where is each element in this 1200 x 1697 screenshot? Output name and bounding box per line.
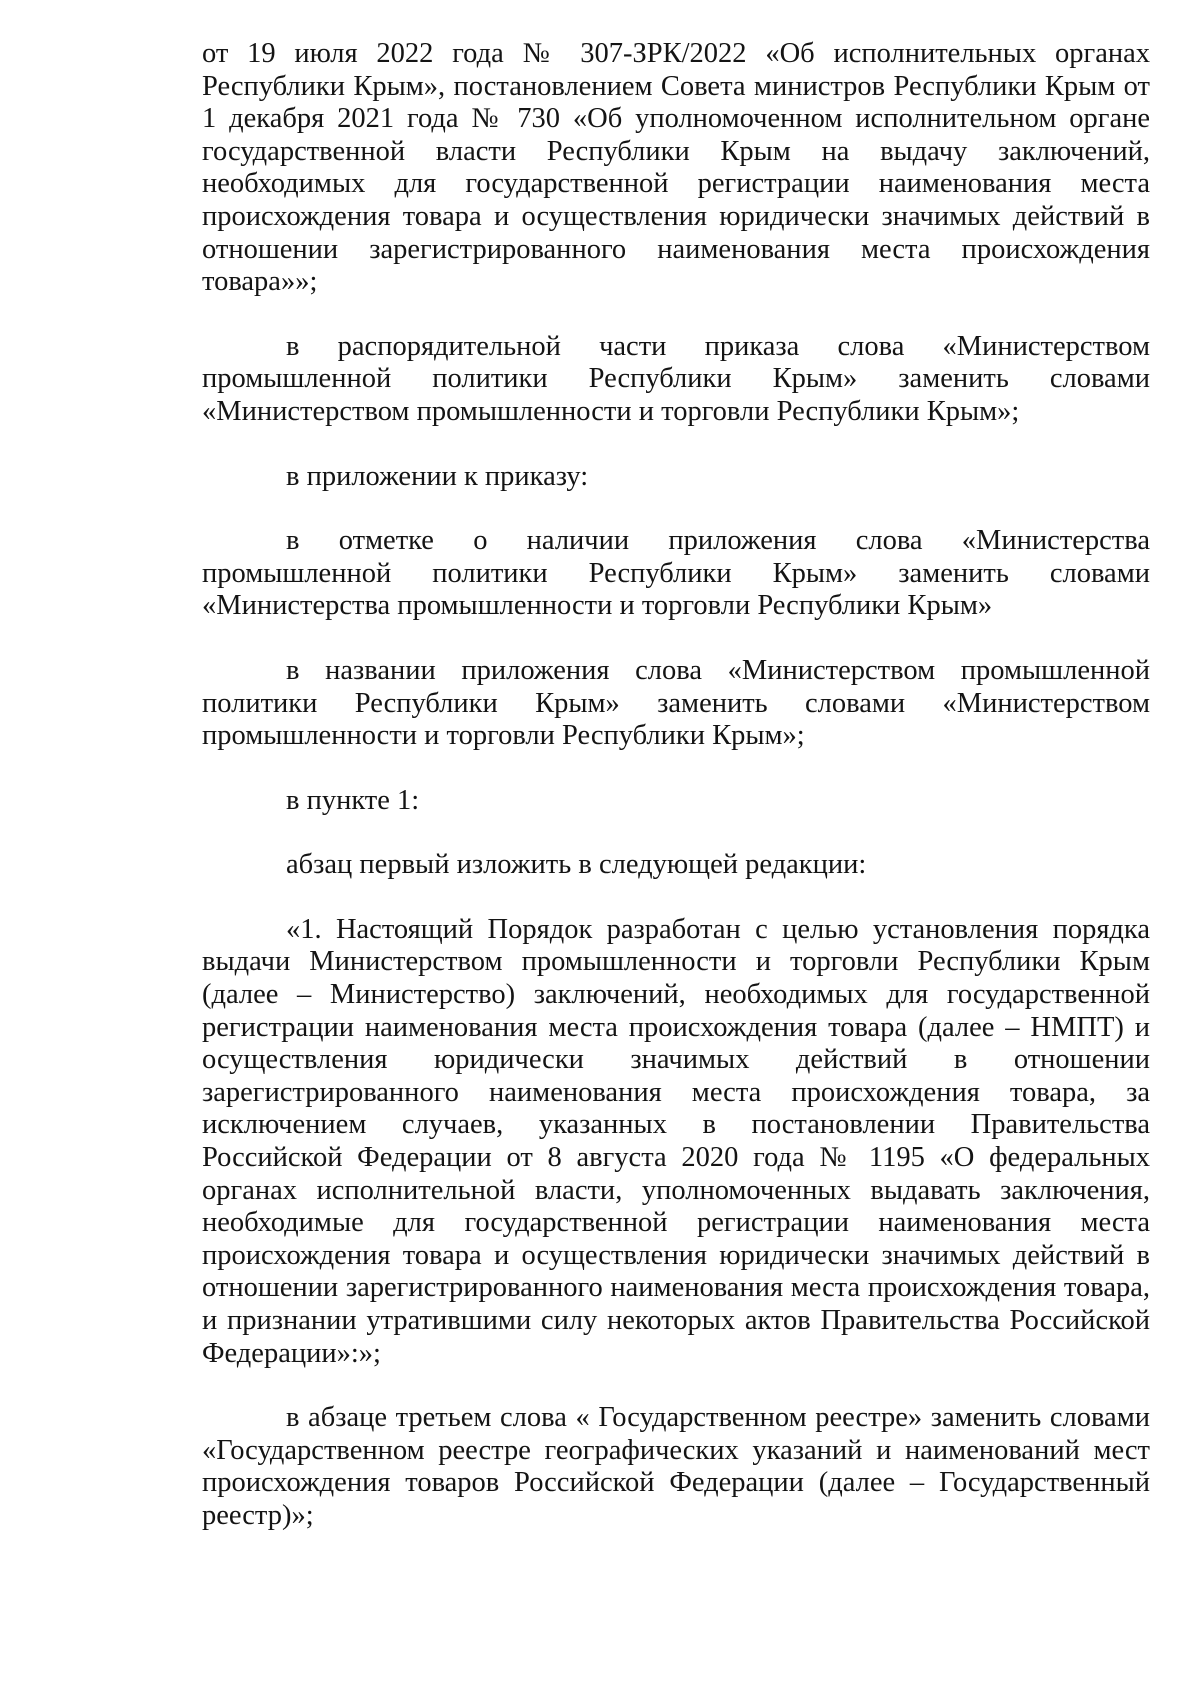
paragraph-appendix-mark-amendment: в отметке о наличии приложения слова «Министерства промышленной политики Республики Крым» заменить словами «Министерства промышленности и торговли Республики Крым» (202, 525, 1150, 622)
paragraph-clause-1-new-text: «1. Настоящий Порядок разработан с целью установления порядка выдачи Министерством промышленности и торговли Республики Крым (далее – Министерство) заключений, необходимых для государственной регистрации наименования места происхождения товара (далее – НМПТ) и осуществления юридически значимых действий в отношении зарегистрированного наименования места происхождения товара, за исключением случаев, указанных в постановлении Правительства Российской Федерации от 8 августа 2020 года № 1195 «О федеральных органах исполнительной власти, уполномоченных выдавать заключения, необходимые для государственной регистрации наименования места происхождения товара и осуществления юридически значимых действий в отношении зарегистрированного наименования места происхождения товара, и признании утратившими силу некоторых актов Правительства Российской Федерации»:»; (202, 913, 1150, 1369)
paragraph-continuation-legal-basis: от 19 июля 2022 года № 307-ЗРК/2022 «Об исполнительных органах Республики Крым», постановлением Совета министров Республики Крым от 1 декабря 2021 года № 730 «Об уполномоченном исполнительном органе государственной власти Республики Крым на выдачу заключений, необходимых для государственной регистрации наименования места происхождения товара и осуществления юридически значимых действий в отношении зарегистрированного наименования места происхождения товара»»; (202, 38, 1150, 298)
paragraph-appendix-title-amendment: в названии приложения слова «Министерством промышленной политики Республики Крым» заменить словами «Министерством промышленности и торговли Республики Крым»; (202, 654, 1150, 752)
paragraph-first-abzac-intro: абзац первый изложить в следующей редакции: (286, 849, 867, 881)
paragraph-third-abzac-amendment: в абзаце третьем слова « Государственном реестре» заменить словами «Государственном реестре географических указаний и наименований мест происхождения товаров Российской Федерации (далее – Государственный реестр)»; (202, 1402, 1150, 1531)
document-body (202, 38, 1150, 1533)
paragraph-clause-1-intro: в пункте 1: (286, 784, 420, 816)
paragraph-operative-part-amendment: в распорядительной части приказа слова «Министерством промышленной политики Республики Крым» заменить словами «Министерством промышленности и торговли Республики Крым»; (202, 330, 1150, 427)
paragraph-appendix-intro: в приложении к приказу: (286, 460, 589, 492)
